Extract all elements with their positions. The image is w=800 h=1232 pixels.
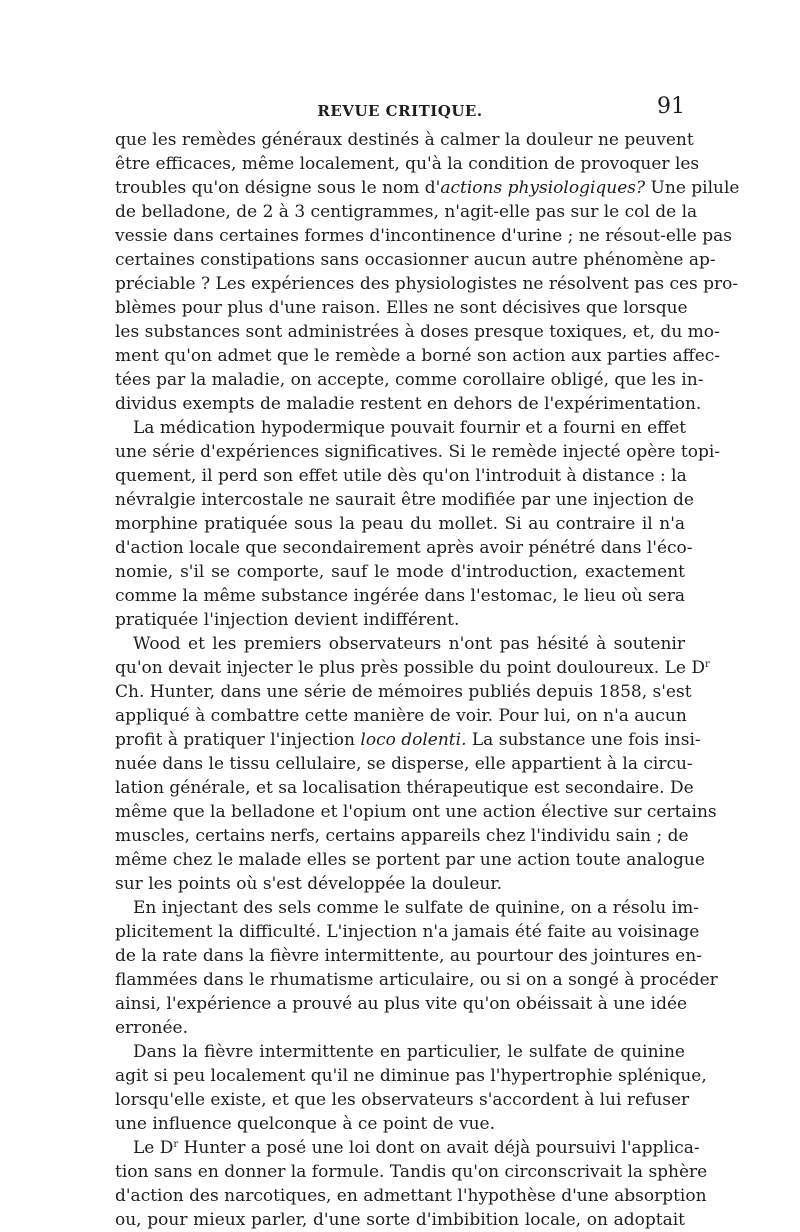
text-line: ainsi, l'expérience a prouvé au plus vite qu'on obéissait à une idée: [115, 994, 688, 1014]
text-line: [115, 728, 701, 752]
running-head: [115, 94, 685, 126]
text-line: sur les points où s'est développée la douleur.: [115, 874, 503, 894]
text-run: La substance une fois insi-: [466, 730, 701, 750]
italic-run: actions physiologiques?: [440, 178, 646, 198]
text-line: de belladone, de 2 à 3 centigrammes, n'agit-elle pas sur le col de la: [115, 202, 698, 222]
text-line: muscles, certains nerfs, certains appareils chez l'individu sain ; de: [115, 826, 689, 846]
page-number: 91: [657, 94, 685, 119]
paragraph-4: [115, 896, 718, 1040]
text-line: d'action locale que secondairement après avoir pénétré dans l'éco-: [115, 538, 693, 558]
text-line: lation générale, et sa localisation thérapeutique est secondaire. De: [115, 778, 694, 798]
text-line: nomie, s'il se comporte, sauf le mode d'introduction, exactement: [115, 562, 685, 582]
text-line: appliqué à combattre cette manière de voir. Pour lui, on n'a aucun: [115, 706, 687, 726]
text-run: Une pilule: [645, 178, 740, 198]
body-text: [115, 128, 740, 1232]
text-run: Le D: [133, 1138, 174, 1158]
text-line: erronée.: [115, 1018, 189, 1038]
text-line: dividus exempts de maladie restent en dehors de l'expérimentation.: [115, 394, 702, 414]
paragraph-6: [115, 1136, 708, 1232]
text-line: les substances sont administrées à doses presque toxiques, et, du mo-: [115, 322, 720, 342]
text-line: préciable ? Les expériences des physiologistes ne résolvent pas ces pro-: [115, 274, 739, 294]
text-line: une série d'expériences significatives. Si le remède injecté opère topi-: [115, 442, 721, 462]
text-line: La médication hypodermique pouvait fournir et a fourni en effet: [133, 418, 687, 438]
text-line: comme la même substance ingérée dans l'estomac, le lieu où sera: [115, 586, 685, 606]
text-line: [115, 656, 710, 680]
superscript: r: [173, 1139, 179, 1150]
paragraph-2: [115, 416, 721, 632]
text-line: être efficaces, même localement, qu'à la condition de provoquer les: [115, 154, 700, 174]
text-line: névralgie intercostale ne saurait être modifiée par une injection de: [115, 490, 694, 510]
text-run: qu'on devait injecter le plus près possible du point douloureux. Le D: [115, 658, 705, 678]
text-line: même que la belladone et l'opium ont une action élective sur certains: [115, 802, 717, 822]
text-line: ment qu'on admet que le remède a borné son action aux parties affec-: [115, 346, 721, 366]
text-line: tées par la maladie, on accepte, comme corollaire obligé, que les in-: [115, 370, 704, 390]
text-line: Dans la fièvre intermittente en particulier, le sulfate de quinine: [133, 1042, 685, 1062]
running-title: REVUE CRITIQUE.: [317, 102, 483, 120]
text-line: de la rate dans la fièvre intermittente, au pourtour des jointures en-: [115, 946, 702, 966]
text-line: flammées dans le rhumatisme articulaire, ou si on a songé à procéder: [115, 970, 718, 990]
text-line: morphine pratiquée sous la peau du mollet. Si au contraire il n'a: [115, 514, 685, 534]
text-line: nuée dans le tissu cellulaire, se disperse, elle appartient à la circu-: [115, 754, 693, 774]
text-line: une influence quelconque à ce point de vue.: [115, 1114, 495, 1134]
text-line: d'action des narcotiques, en admettant l'hypothèse d'une absorption: [115, 1186, 707, 1206]
text-line: blèmes pour plus d'une raison. Elles ne sont décisives que lorsque: [115, 298, 688, 318]
text-line: Wood et les premiers observateurs n'ont pas hésité à soutenir: [133, 634, 685, 654]
text-run: profit à pratiquer l'injection: [115, 730, 361, 750]
text-line: tion sans en donner la formule. Tandis qu'on circonscrivait la sphère: [115, 1162, 708, 1182]
text-line: [115, 1136, 700, 1160]
paragraph-3: [115, 632, 717, 896]
text-line: même chez le malade elles se portent par une action toute analogue: [115, 850, 705, 870]
text-line: Ch. Hunter, dans une série de mémoires publiés depuis 1858, s'est: [115, 682, 692, 702]
text-run: Hunter a posé une loi dont on avait déjà poursuivi l'applica-: [178, 1138, 700, 1158]
text-line: lorsqu'elle existe, et que les observateurs s'accordent à lui refuser: [115, 1090, 690, 1110]
text-line: ou, pour mieux parler, d'une sorte d'imbibition locale, on adoptait: [115, 1210, 685, 1230]
italic-run: loco dolenti.: [360, 730, 467, 750]
paragraph-5: [115, 1040, 707, 1136]
text-line: quement, il perd son effet utile dès qu'on l'introduit à distance : la: [115, 466, 687, 486]
text-line: plicitement la difficulté. L'injection n'a jamais été faite au voisinage: [115, 922, 700, 942]
text-line: [115, 176, 740, 200]
text-line: pratiquée l'injection devient indifférent.: [115, 610, 460, 630]
text-line: agit si peu localement qu'il ne diminue pas l'hypertrophie splénique,: [115, 1066, 707, 1086]
text-line: En injectant des sels comme le sulfate de quinine, on a résolu im-: [133, 898, 699, 918]
superscript: r: [704, 659, 710, 670]
text-line: certaines constipations sans occasionner aucun autre phénomène ap-: [115, 250, 716, 270]
text-line: vessie dans certaines formes d'incontinence d'urine ; ne résout-elle pas: [115, 226, 733, 246]
text-line: que les remèdes généraux destinés à calmer la douleur ne peuvent: [115, 130, 694, 150]
text-run: troubles qu'on désigne sous le nom d': [115, 178, 441, 198]
paragraph-1: [115, 128, 740, 416]
